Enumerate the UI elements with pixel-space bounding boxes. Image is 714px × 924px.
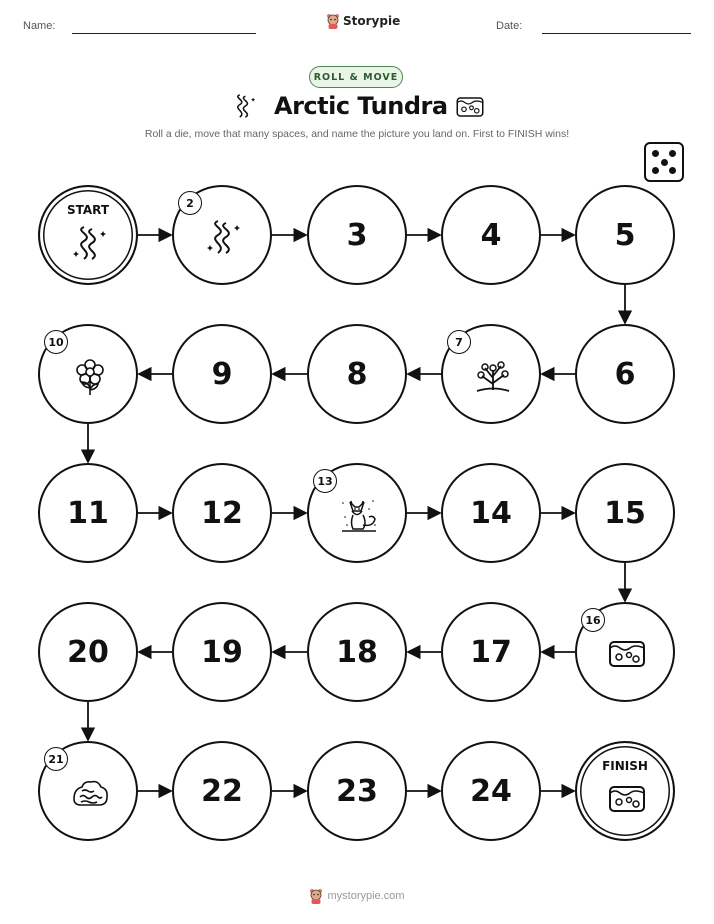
footer-url: mystorypie.com	[327, 890, 405, 902]
space-label: FINISH	[602, 759, 648, 773]
space-number: 23	[336, 773, 378, 809]
space-number: 5	[614, 217, 636, 253]
wind-icon	[204, 217, 244, 261]
board-space[interactable]	[38, 602, 138, 702]
board-space[interactable]	[441, 463, 541, 563]
space-number: 12	[201, 495, 243, 531]
space-label: START	[66, 203, 110, 217]
space-number: 24	[470, 773, 512, 809]
space-number-badge: 21	[44, 747, 68, 771]
space-number-badge: 2	[178, 191, 202, 215]
moss-icon	[473, 356, 513, 400]
lichen-icon	[70, 773, 110, 817]
permafrost-icon	[607, 634, 647, 678]
permafrost-icon	[607, 779, 647, 823]
date-label: Date:	[496, 20, 523, 32]
instructions: Roll a die, move that many spaces, and name the picture you land on. First to FINISH wins!	[144, 128, 570, 140]
board-space[interactable]	[307, 463, 407, 563]
space-number: 17	[470, 634, 512, 670]
bear-mascot-icon	[309, 888, 323, 904]
board-space[interactable]	[575, 602, 675, 702]
brand-name: Storypie	[343, 14, 401, 28]
footer	[0, 888, 714, 904]
board-space[interactable]	[172, 463, 272, 563]
space-number: 15	[604, 495, 646, 531]
space-number: 14	[470, 495, 512, 531]
wind-icon	[70, 223, 110, 267]
space-number: 8	[346, 356, 368, 392]
space-number-badge: 7	[447, 330, 471, 354]
space-number: 19	[201, 634, 243, 670]
name-label: Name:	[23, 20, 56, 32]
board-space[interactable]	[172, 741, 272, 841]
flower-icon	[70, 356, 110, 400]
space-number: 20	[67, 634, 109, 670]
space-number-badge: 16	[581, 608, 605, 632]
board-space[interactable]	[172, 324, 272, 424]
space-number: 22	[201, 773, 243, 809]
board-space[interactable]	[441, 185, 541, 285]
space-number: 6	[614, 356, 636, 392]
space-number: 11	[67, 495, 109, 531]
board-space[interactable]	[441, 741, 541, 841]
board-space[interactable]	[441, 324, 541, 424]
board-space[interactable]	[441, 602, 541, 702]
board-space[interactable]	[172, 602, 272, 702]
board-space[interactable]	[38, 463, 138, 563]
board-space[interactable]	[38, 324, 138, 424]
space-number: 3	[346, 217, 368, 253]
space-number-badge: 10	[44, 330, 68, 354]
space-number: 18	[336, 634, 378, 670]
board-space[interactable]	[575, 324, 675, 424]
board-space[interactable]	[307, 741, 407, 841]
space-number: 4	[480, 217, 502, 253]
page-title: Arctic Tundra	[274, 92, 448, 120]
finish-space[interactable]	[575, 741, 675, 841]
space-number-badge: 13	[313, 469, 337, 493]
board-space[interactable]	[38, 741, 138, 841]
board-space[interactable]	[307, 324, 407, 424]
space-number: 9	[211, 356, 233, 392]
board-space[interactable]	[307, 185, 407, 285]
board-space[interactable]	[575, 463, 675, 563]
board-space[interactable]	[307, 602, 407, 702]
arctic-fox-icon	[339, 495, 379, 539]
board-space[interactable]	[575, 185, 675, 285]
roll-move-badge: ROLL & MOVE	[309, 66, 403, 88]
board-space[interactable]	[172, 185, 272, 285]
start-space[interactable]	[38, 185, 138, 285]
